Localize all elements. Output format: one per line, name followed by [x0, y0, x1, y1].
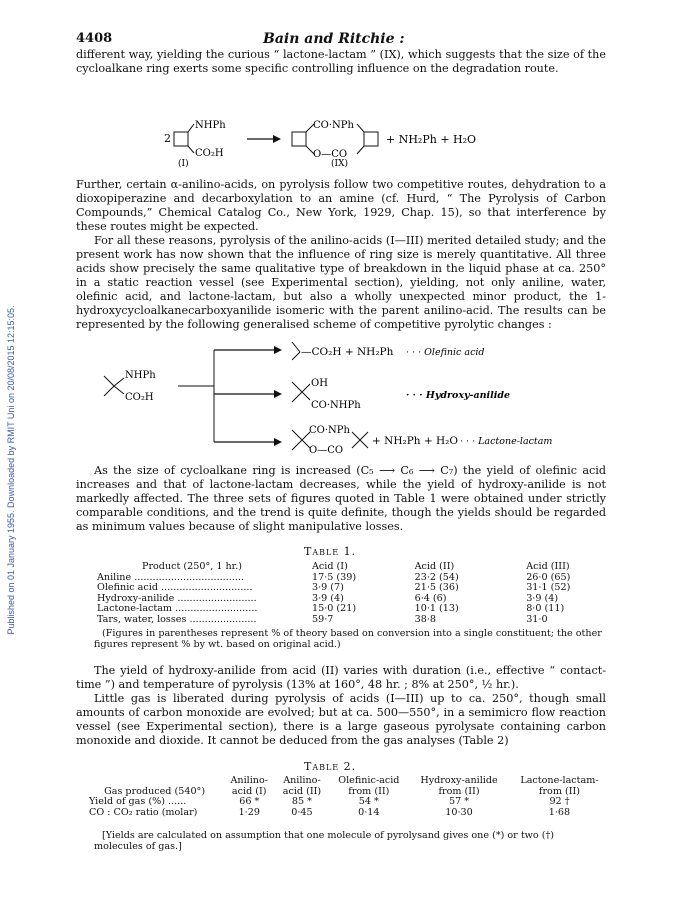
- row-label: Hydroxy-anilide: [97, 592, 175, 604]
- table-cell: 31·0: [526, 613, 548, 625]
- scheme2-hydroxy-bond-2: [292, 392, 302, 402]
- table-cell: 57 *: [448, 796, 470, 807]
- scheme2-branch2-label: · · · Hydroxy-anilide: [406, 390, 511, 401]
- scheme2-olefin-bond-1: [292, 342, 300, 352]
- table1: [94, 562, 604, 625]
- paragraph-6: Little gas is liberated during pyrolysis of acids (I—III) up to ca. 250°, though small amounts of carbon monoxide are evolved; but at ca. 500—550°, in a semimicro flow reaction vessel (see Experimental section), there is a large gaseous pyrolysate containing carbon monoxide and dioxide. It cannot be deduced from the gas analyses (Table 2): [76, 692, 606, 747]
- table-cell: 3·9 (4): [312, 592, 344, 604]
- table-cell: 8·0 (11): [526, 603, 565, 614]
- scheme2-hydroxy-bond-1: [292, 382, 302, 392]
- scheme1-reactant-label: (I): [178, 159, 189, 169]
- table2-title: Table 2.: [304, 760, 357, 773]
- scheme2-lactone-bond-7: [360, 432, 368, 440]
- scheme1-bond-bottom: [188, 146, 194, 153]
- scheme2-hydroxy-bond-3: [302, 384, 310, 392]
- table2-footnote: [Yields are calculated on assumption that one molecule of pyrolysand gives one (*) or two (†) molecules of gas.]: [94, 830, 554, 852]
- reaction-scheme-1: [150, 116, 550, 170]
- running-title: Bain and Ritchie :: [263, 31, 405, 47]
- table1-header: Acid (II): [414, 561, 455, 572]
- leader-dots: ......................: [189, 613, 257, 625]
- paragraph-4: As the size of cycloalkane ring is increased (C₅ ⟶ C₆ ⟶ C₇) the yield of olefinic acid increases and that of lactone-lactam decreases, while the yield of hydroxy-anilide is not markedly affected. The three sets of figures quoted in Table 1 were obtained under strictly comparable conditions, and the trend is quite definite, though the yields should be regarded as minimum values because of slight manipulative losses.: [76, 464, 606, 533]
- scheme1-product-label: (IX): [331, 159, 348, 169]
- page-number: 4408: [76, 31, 113, 46]
- scheme2-arrowhead-3: [274, 438, 282, 446]
- scheme1-product-ring-left: [292, 132, 306, 146]
- table-cell: 6·4 (6): [414, 592, 447, 604]
- table-cell: 38·8: [414, 613, 436, 625]
- table-cell: 0·45: [291, 806, 313, 818]
- table-cell: 54 *: [358, 796, 379, 807]
- table-cell: 0·14: [358, 806, 380, 818]
- table-cell: 1·68: [548, 806, 571, 818]
- scheme2-lactone-bond-5: [352, 432, 360, 440]
- table-cell: 85 *: [291, 796, 312, 807]
- table-cell: 21·5 (36): [414, 582, 459, 593]
- table-cell: 1·29: [238, 806, 260, 818]
- row-label: Yield of gas (%) ......: [89, 796, 187, 807]
- table1-footnote: (Figures in parentheses represent % of theory based on conversion into a single constituent; the other figures represent % by wt. based on original acid.): [94, 628, 602, 650]
- table2-header: Anilino-: [283, 775, 321, 786]
- scheme2-reactant-bond-3: [114, 378, 124, 386]
- scheme2-lactone-bond-1: [292, 430, 302, 440]
- scheme2-arrowhead-1: [274, 346, 282, 354]
- scheme1-byproducts: + NH₂Ph + H₂O: [386, 133, 477, 146]
- table2-grid: [86, 776, 610, 818]
- table-cell: 92 †: [549, 796, 570, 807]
- table2-header: acid (II): [282, 785, 322, 797]
- table-cell: 3·9 (7): [312, 582, 344, 593]
- table2-header: Hydroxy-anilide: [420, 775, 498, 786]
- scheme2-lactone-bond-8: [360, 440, 368, 448]
- row-label: Lactone-lactam: [97, 603, 173, 614]
- leader-dots: ..........................: [177, 592, 257, 604]
- leader-dots: ...........................: [175, 603, 258, 614]
- table-cell: 66 *: [239, 796, 260, 807]
- table1-grid: [94, 562, 604, 625]
- table2-header-row-1: [86, 776, 610, 787]
- paragraph-3: For all these reasons, pyrolysis of the anilino-acids (I—III) merited detailed study; and the present work has now shown that the influence of ring size is merely quantitative. All three acids show precisely the same qualitative type of breakdown in the liquid phase at ca. 250° in a static reaction vessel (see Experimental section), yielding, not only aniline, water, olefinic acid, and lactone-lactam, but also a wholly unexpected minor product, the 1-hydroxycycloalkanecarboxyanilide isomeric with the parent anilino-acid. The results can be represented by the following generalised scheme of competitive pyrolytic changes :: [76, 234, 606, 331]
- table-cell: 15·0 (21): [312, 603, 357, 614]
- scheme2-reactant-bond-1: [104, 376, 114, 386]
- scheme2-branch3-top: CO·NPh: [309, 425, 350, 436]
- download-watermark: [4, 140, 18, 800]
- table1-header: Acid (I): [312, 561, 348, 572]
- scheme1-bond-top: [188, 124, 194, 132]
- scheme2-branch2-top: OH: [311, 378, 328, 389]
- scheme2-reactant-top: NHPh: [125, 370, 156, 381]
- scheme2-lactone-bond-6: [352, 440, 360, 448]
- scheme2-reactant-bond-4: [114, 386, 124, 394]
- row-label: Aniline: [97, 571, 132, 583]
- table-cell: 10·1 (13): [414, 603, 459, 614]
- leader-dots: ..............................: [161, 582, 253, 593]
- table-cell: 23·2 (54): [414, 571, 459, 583]
- table-cell: 26·0 (65): [526, 571, 571, 583]
- scheme1-reactant-bottom: CO₂H: [195, 148, 224, 159]
- paragraph-2: Further, certain α-anilino-acids, on pyrolysis follow two competitive routes, dehydration to a dioxopiperazine and decarboxylation to an amine (cf. Hurd, “ The Pyrolysis of Carbon Compounds,” Chemical Catalog Co., New York, 1929, Chap. 15), so that interference by these routes might be expected.: [76, 178, 606, 233]
- scheme1-coefficient: 2: [164, 132, 171, 145]
- scheme2-reactant-bottom: CO₂H: [125, 392, 154, 403]
- scheme1-product-top: CO·NPh: [313, 120, 354, 131]
- table2: [86, 776, 610, 818]
- table-cell: 17·5 (39): [312, 571, 357, 583]
- table2-header: acid (I): [231, 785, 267, 797]
- scheme2-branch3-bottom: O—CO: [309, 445, 344, 454]
- row-label: CO : CO₂ ratio (molar): [89, 806, 198, 818]
- table-row: [86, 808, 610, 819]
- scheme2-branch3-extra: + NH₂Ph + H₂O: [372, 435, 458, 447]
- scheme2-lactone-bond-2: [292, 440, 302, 450]
- table2-header: Lactone-lactam-: [520, 775, 599, 786]
- paragraph-5: The yield of hydroxy-anilide from acid (II) varies with duration (i.e., effective “ contact-time ”) and temperature of pyrolysis (13% at 160°, 48 hr. ; 8% at 250°, ½ hr.).: [76, 664, 606, 691]
- table-cell: 3·9 (4): [526, 592, 559, 604]
- scheme2-arrowhead-2: [274, 390, 282, 398]
- table2-header: [86, 776, 223, 787]
- scheme2-branch1-text: —CO₂H + NH₂Ph: [301, 346, 394, 358]
- table2-header: from (II): [538, 785, 581, 797]
- table2-header: Olefinic-acid: [338, 775, 400, 786]
- scheme2-branch1-label: · · · Olefinic acid: [406, 347, 485, 358]
- scheme1-arrowhead: [273, 135, 281, 143]
- scheme1-product-ring-right: [364, 132, 378, 146]
- table2-header: from (II): [348, 785, 390, 797]
- table1-header: Product (250°, 1 hr.): [141, 561, 243, 572]
- table-row: [86, 797, 610, 808]
- table2-header: from (II): [438, 785, 480, 797]
- scheme2-branch3-label: · · · Lactone-lactam: [460, 436, 553, 447]
- table-cell: 59·7: [312, 613, 334, 625]
- scheme2-reactant-bond-2: [104, 386, 114, 396]
- table2-header: Gas produced (540°): [104, 785, 206, 797]
- scheme2-olefin-bond-2: [292, 352, 300, 360]
- table2-header: Anilino-: [230, 775, 268, 786]
- download-note: Published on 01 January 1955. Downloaded by RMIT Uni on 20/08/2015 12:15:05.: [6, 305, 16, 635]
- reaction-scheme-2: [96, 338, 576, 454]
- row-label: Olefinic acid: [97, 582, 158, 593]
- scheme1-reactant-top: NHPh: [195, 120, 226, 131]
- scheme1-product-bottom: O—CO: [313, 149, 348, 160]
- row-label: Tars, water, losses: [97, 613, 187, 625]
- table-cell: 10·30: [445, 806, 473, 818]
- scheme2-branch2-bottom: CO·NHPh: [311, 400, 361, 411]
- table-row: [94, 615, 604, 626]
- scheme2-hydroxy-bond-4: [302, 392, 310, 400]
- scheme1-product-bond-3: [357, 124, 364, 132]
- scheme1-reactant-ring: [174, 132, 188, 146]
- leader-dots: ....................................: [134, 571, 245, 583]
- scheme1-product-bond-4: [357, 146, 364, 154]
- table1-title: Table 1.: [304, 545, 357, 558]
- table1-header: Acid (III): [526, 561, 570, 572]
- table-cell: 31·1 (52): [526, 582, 571, 593]
- paragraph-1: different way, yielding the curious “ lactone-lactam ” (IX), which suggests that the size of the cycloalkane ring exerts some specific controlling influence on the degradation route.: [76, 48, 606, 75]
